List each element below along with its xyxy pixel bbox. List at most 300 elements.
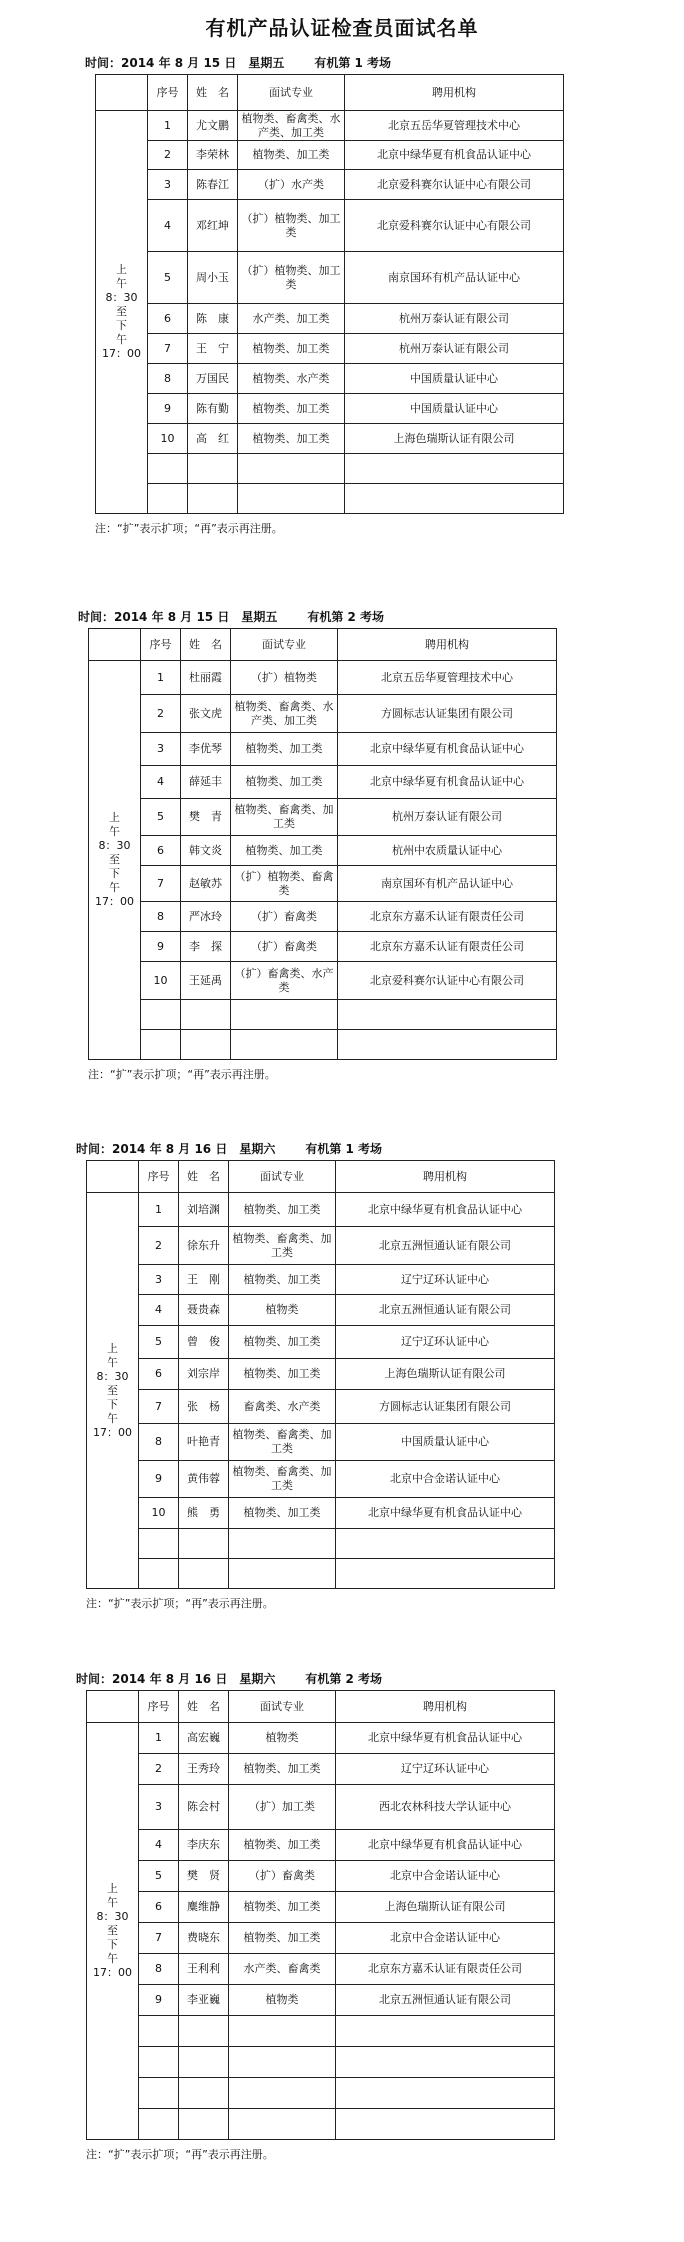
table-row-empty bbox=[87, 2016, 555, 2047]
column-header: 序号 bbox=[141, 629, 181, 661]
table-row bbox=[87, 1954, 555, 1985]
organization-cell: 北京东方嘉禾认证有限责任公司 bbox=[336, 1954, 555, 1985]
name-cell bbox=[181, 1030, 231, 1060]
specialty-cell: 植物类、加工类 bbox=[229, 1193, 336, 1227]
seq-cell: 6 bbox=[141, 836, 181, 866]
seq-cell: 7 bbox=[139, 1923, 179, 1954]
seq-cell: 5 bbox=[139, 1861, 179, 1892]
specialty-cell: 植物类、加工类 bbox=[231, 733, 338, 766]
specialty-cell: 植物类、畜禽类、水产类、加工类 bbox=[231, 695, 338, 733]
table-row bbox=[87, 1295, 555, 1326]
organization-cell bbox=[336, 1529, 555, 1559]
organization-cell: 北京中合金诺认证中心 bbox=[336, 1923, 555, 1954]
organization-cell: 辽宁辽环认证中心 bbox=[336, 1265, 555, 1295]
column-header: 序号 bbox=[148, 75, 188, 111]
column-header: 姓 名 bbox=[179, 1691, 229, 1723]
seq-cell: 10 bbox=[139, 1498, 179, 1529]
organization-cell: 北京东方嘉禾认证有限责任公司 bbox=[338, 932, 557, 962]
specialty-cell: （扩）植物类、畜禽类 bbox=[231, 866, 338, 902]
table-row bbox=[96, 141, 564, 170]
seq-cell bbox=[148, 454, 188, 484]
organization-cell bbox=[345, 454, 564, 484]
specialty-cell: 植物类、畜禽类、加工类 bbox=[229, 1424, 336, 1461]
section-header bbox=[85, 52, 564, 74]
seq-cell bbox=[141, 1030, 181, 1060]
specialty-cell bbox=[229, 2047, 336, 2078]
table-header-row bbox=[87, 1161, 555, 1193]
roster-table bbox=[95, 74, 564, 514]
seq-cell: 4 bbox=[148, 200, 188, 252]
name-cell: 王 刚 bbox=[179, 1265, 229, 1295]
organization-cell: 杭州万泰认证有限公司 bbox=[338, 799, 557, 836]
specialty-cell: （扩）植物类 bbox=[231, 661, 338, 695]
organization-cell: 辽宁辽环认证中心 bbox=[336, 1326, 555, 1359]
seq-cell bbox=[139, 2109, 179, 2140]
seq-cell: 6 bbox=[148, 304, 188, 334]
name-cell: 杜丽霞 bbox=[181, 661, 231, 695]
table-row-empty bbox=[87, 1529, 555, 1559]
table-row bbox=[89, 733, 557, 766]
roster-table bbox=[86, 1690, 555, 2140]
seq-cell: 4 bbox=[139, 1830, 179, 1861]
table-row-empty bbox=[87, 2109, 555, 2140]
name-cell: 尤文鹏 bbox=[188, 111, 238, 141]
schedule-section bbox=[76, 1668, 555, 2163]
organization-cell bbox=[345, 484, 564, 514]
time-slot-text: 下 bbox=[107, 1397, 118, 1411]
seq-cell: 7 bbox=[141, 866, 181, 902]
seq-cell: 9 bbox=[148, 394, 188, 424]
name-cell: 王利利 bbox=[179, 1954, 229, 1985]
table-row-empty bbox=[87, 1559, 555, 1589]
organization-cell: 北京五洲恒通认证有限公司 bbox=[336, 1985, 555, 2016]
organization-cell: 北京中绿华夏有机食品认证中心 bbox=[336, 1498, 555, 1529]
specialty-cell bbox=[238, 484, 345, 514]
session-time: 时间：2014 年 8 月 15 日 星期五 bbox=[78, 610, 278, 624]
organization-cell: 北京中绿华夏有机食品认证中心 bbox=[336, 1723, 555, 1754]
name-cell: 李优琴 bbox=[181, 733, 231, 766]
specialty-cell: 植物类、加工类 bbox=[229, 1498, 336, 1529]
column-header: 面试专业 bbox=[229, 1161, 336, 1193]
specialty-cell: 植物类、加工类 bbox=[231, 766, 338, 799]
name-cell: 黄伟蓉 bbox=[179, 1461, 229, 1498]
schedule-section bbox=[78, 606, 557, 1083]
column-header: 面试专业 bbox=[231, 629, 338, 661]
name-cell bbox=[179, 2047, 229, 2078]
table-row bbox=[89, 902, 557, 932]
organization-cell: 南京国环有机产品认证中心 bbox=[338, 866, 557, 902]
seq-cell bbox=[139, 1559, 179, 1589]
name-cell bbox=[179, 2109, 229, 2140]
seq-cell: 6 bbox=[139, 1892, 179, 1923]
time-slot-text: 至 bbox=[116, 305, 127, 318]
table-row bbox=[89, 695, 557, 733]
header-blank-cell bbox=[87, 1691, 139, 1723]
organization-cell: 北京爱科赛尔认证中心有限公司 bbox=[345, 170, 564, 200]
table-row bbox=[96, 252, 564, 304]
time-slot-text: 午 bbox=[116, 333, 127, 346]
specialty-cell: 植物类、加工类 bbox=[229, 1830, 336, 1861]
organization-cell: 中国质量认证中心 bbox=[336, 1424, 555, 1461]
seq-cell bbox=[139, 1529, 179, 1559]
table-row bbox=[89, 962, 557, 1000]
seq-cell: 8 bbox=[148, 364, 188, 394]
name-cell: 聂贵森 bbox=[179, 1295, 229, 1326]
seq-cell bbox=[139, 2047, 179, 2078]
column-header: 聘用机构 bbox=[336, 1161, 555, 1193]
specialty-cell: 植物类、畜禽类、加工类 bbox=[231, 799, 338, 836]
organization-cell: 西北农林科技大学认证中心 bbox=[336, 1785, 555, 1830]
seq-cell: 7 bbox=[148, 334, 188, 364]
table-row-empty bbox=[89, 1000, 557, 1030]
name-cell: 樊 贤 bbox=[179, 1861, 229, 1892]
seq-cell: 1 bbox=[148, 111, 188, 141]
specialty-cell: 植物类 bbox=[229, 1985, 336, 2016]
document-title: 有机产品认证检查员面试名单 bbox=[205, 16, 479, 40]
table-header-row bbox=[87, 1691, 555, 1723]
table-row bbox=[89, 836, 557, 866]
organization-cell: 上海色瑞斯认证有限公司 bbox=[336, 1359, 555, 1390]
time-slot-text: 8：30 bbox=[96, 1369, 129, 1383]
name-cell: 万国民 bbox=[188, 364, 238, 394]
organization-cell bbox=[338, 1000, 557, 1030]
time-slot-text: 至 bbox=[107, 1383, 118, 1397]
seq-cell: 4 bbox=[139, 1295, 179, 1326]
table-row bbox=[96, 394, 564, 424]
table-row bbox=[87, 1498, 555, 1529]
time-slot-text: 17：00 bbox=[102, 347, 141, 360]
name-cell: 王 宁 bbox=[188, 334, 238, 364]
table-row bbox=[87, 1985, 555, 2016]
specialty-cell: 植物类、加工类 bbox=[238, 141, 345, 170]
name-cell: 张文虎 bbox=[181, 695, 231, 733]
session-time-slot bbox=[87, 1193, 139, 1589]
name-cell bbox=[179, 2016, 229, 2047]
specialty-cell: （扩）植物类、加工类 bbox=[238, 252, 345, 304]
seq-cell: 3 bbox=[139, 1265, 179, 1295]
seq-cell bbox=[141, 1000, 181, 1030]
section-header bbox=[78, 606, 557, 628]
organization-cell: 北京五洲恒通认证有限公司 bbox=[336, 1295, 555, 1326]
organization-cell bbox=[336, 2078, 555, 2109]
name-cell: 薛延丰 bbox=[181, 766, 231, 799]
organization-cell: 北京爱科赛尔认证中心有限公司 bbox=[345, 200, 564, 252]
table-row bbox=[87, 1326, 555, 1359]
name-cell: 王秀玲 bbox=[179, 1754, 229, 1785]
seq-cell: 3 bbox=[139, 1785, 179, 1830]
table-row-empty bbox=[96, 454, 564, 484]
name-cell: 高 红 bbox=[188, 424, 238, 454]
seq-cell: 2 bbox=[139, 1227, 179, 1265]
time-slot-text: 午 bbox=[107, 1952, 118, 1965]
organization-cell bbox=[338, 1030, 557, 1060]
organization-cell: 杭州中农质量认证中心 bbox=[338, 836, 557, 866]
table-row bbox=[89, 799, 557, 836]
organization-cell bbox=[336, 2047, 555, 2078]
time-slot-text: 上 bbox=[109, 811, 120, 824]
exam-room: 有机第 1 考场 bbox=[314, 56, 392, 70]
roster-table bbox=[88, 628, 557, 1060]
name-cell: 熊 勇 bbox=[179, 1498, 229, 1529]
session-time: 时间：2014 年 8 月 15 日 星期五 bbox=[85, 56, 285, 70]
table-row bbox=[87, 1461, 555, 1498]
specialty-cell: 植物类、畜禽类、水产类、加工类 bbox=[238, 111, 345, 141]
organization-cell: 北京东方嘉禾认证有限责任公司 bbox=[338, 902, 557, 932]
time-slot-text: 下 bbox=[107, 1938, 118, 1951]
seq-cell: 3 bbox=[148, 170, 188, 200]
specialty-cell: 植物类、加工类 bbox=[229, 1326, 336, 1359]
organization-cell: 中国质量认证中心 bbox=[345, 364, 564, 394]
time-slot-text: 17：00 bbox=[95, 895, 134, 908]
table-row bbox=[96, 170, 564, 200]
seq-cell: 9 bbox=[139, 1985, 179, 2016]
table-row bbox=[89, 661, 557, 695]
organization-cell: 北京爱科赛尔认证中心有限公司 bbox=[338, 962, 557, 1000]
table-row bbox=[89, 866, 557, 902]
name-cell: 李亚巍 bbox=[179, 1985, 229, 2016]
specialty-cell: 植物类、加工类 bbox=[229, 1754, 336, 1785]
seq-cell: 2 bbox=[148, 141, 188, 170]
organization-cell: 北京中绿华夏有机食品认证中心 bbox=[345, 141, 564, 170]
name-cell: 陈春江 bbox=[188, 170, 238, 200]
name-cell: 赵敏苏 bbox=[181, 866, 231, 902]
specialty-cell: 植物类 bbox=[229, 1723, 336, 1754]
time-slot-text: 上 bbox=[107, 1341, 118, 1355]
specialty-cell bbox=[229, 1559, 336, 1589]
specialty-cell: 植物类、加工类 bbox=[238, 334, 345, 364]
organization-cell bbox=[336, 2109, 555, 2140]
time-slot-text: 上 bbox=[116, 263, 127, 276]
name-cell bbox=[179, 1559, 229, 1589]
seq-cell: 9 bbox=[141, 932, 181, 962]
specialty-cell: 植物类、加工类 bbox=[238, 424, 345, 454]
time-slot-text: 17：00 bbox=[93, 1966, 132, 1979]
seq-cell: 10 bbox=[148, 424, 188, 454]
session-time-slot bbox=[87, 1723, 139, 2140]
name-cell bbox=[181, 1000, 231, 1030]
specialty-cell bbox=[229, 2078, 336, 2109]
specialty-cell: （扩）畜禽类、水产类 bbox=[231, 962, 338, 1000]
schedule-section bbox=[76, 1138, 555, 1612]
footnote: 注：“扩”表示扩项；“再”表示再注册。 bbox=[88, 1068, 276, 1081]
header-blank-cell bbox=[89, 629, 141, 661]
name-cell bbox=[179, 2078, 229, 2109]
column-header: 序号 bbox=[139, 1161, 179, 1193]
roster-table bbox=[86, 1160, 555, 1589]
column-header: 面试专业 bbox=[238, 75, 345, 111]
specialty-cell: （扩）畜禽类 bbox=[231, 932, 338, 962]
specialty-cell: （扩）加工类 bbox=[229, 1785, 336, 1830]
table-row bbox=[87, 1923, 555, 1954]
seq-cell bbox=[148, 484, 188, 514]
seq-cell: 8 bbox=[139, 1954, 179, 1985]
table-row bbox=[89, 766, 557, 799]
seq-cell: 4 bbox=[141, 766, 181, 799]
table-row bbox=[87, 1227, 555, 1265]
specialty-cell: 植物类、加工类 bbox=[229, 1892, 336, 1923]
session-time-slot bbox=[89, 661, 141, 1060]
name-cell: 徐东升 bbox=[179, 1227, 229, 1265]
specialty-cell: 水产类、畜禽类 bbox=[229, 1954, 336, 1985]
seq-cell: 9 bbox=[139, 1461, 179, 1498]
session-time: 时间：2014 年 8 月 16 日 星期六 bbox=[76, 1142, 276, 1156]
name-cell bbox=[179, 1529, 229, 1559]
table-row bbox=[87, 1723, 555, 1754]
time-slot-text: 至 bbox=[107, 1924, 118, 1937]
specialty-cell: 植物类、畜禽类、加工类 bbox=[229, 1227, 336, 1265]
time-slot-text: 至 bbox=[109, 853, 120, 866]
name-cell: 王延禹 bbox=[181, 962, 231, 1000]
session-time-slot bbox=[96, 111, 148, 514]
seq-cell bbox=[139, 2016, 179, 2047]
table-row bbox=[87, 1390, 555, 1424]
name-cell: 邓红坤 bbox=[188, 200, 238, 252]
seq-cell: 2 bbox=[141, 695, 181, 733]
name-cell bbox=[188, 454, 238, 484]
name-cell: 陈会村 bbox=[179, 1785, 229, 1830]
table-row bbox=[89, 932, 557, 962]
name-cell: 刘培渊 bbox=[179, 1193, 229, 1227]
name-cell: 李荣林 bbox=[188, 141, 238, 170]
table-row bbox=[96, 334, 564, 364]
session-time: 时间：2014 年 8 月 16 日 星期六 bbox=[76, 1672, 276, 1686]
name-cell: 李庆东 bbox=[179, 1830, 229, 1861]
table-row bbox=[96, 364, 564, 394]
specialty-cell: 植物类、畜禽类、加工类 bbox=[229, 1461, 336, 1498]
exam-room: 有机第 1 考场 bbox=[305, 1142, 383, 1156]
column-header: 聘用机构 bbox=[338, 629, 557, 661]
organization-cell: 北京中绿华夏有机食品认证中心 bbox=[338, 733, 557, 766]
column-header: 聘用机构 bbox=[336, 1691, 555, 1723]
seq-cell: 5 bbox=[141, 799, 181, 836]
name-cell: 麋维静 bbox=[179, 1892, 229, 1923]
table-row bbox=[87, 1830, 555, 1861]
name-cell: 费晓东 bbox=[179, 1923, 229, 1954]
seq-cell bbox=[139, 2078, 179, 2109]
seq-cell: 1 bbox=[139, 1723, 179, 1754]
schedule-section bbox=[85, 52, 564, 537]
column-header: 姓 名 bbox=[188, 75, 238, 111]
table-row-empty bbox=[87, 2047, 555, 2078]
column-header: 姓 名 bbox=[181, 629, 231, 661]
table-row bbox=[87, 1754, 555, 1785]
specialty-cell: 水产类、加工类 bbox=[238, 304, 345, 334]
organization-cell: 杭州万泰认证有限公司 bbox=[345, 304, 564, 334]
time-slot-text: 上 bbox=[107, 1882, 118, 1895]
exam-room: 有机第 2 考场 bbox=[307, 610, 385, 624]
table-row bbox=[96, 304, 564, 334]
specialty-cell: 植物类 bbox=[229, 1295, 336, 1326]
time-slot-text: 8：30 bbox=[96, 1910, 129, 1923]
time-slot-text: 8：30 bbox=[105, 291, 138, 304]
footnote: 注：“扩”表示扩项；“再”表示再注册。 bbox=[86, 1597, 274, 1610]
organization-cell: 上海色瑞斯认证有限公司 bbox=[345, 424, 564, 454]
seq-cell: 8 bbox=[139, 1424, 179, 1461]
header-blank-cell bbox=[87, 1161, 139, 1193]
table-row bbox=[96, 111, 564, 141]
name-cell: 刘宗岸 bbox=[179, 1359, 229, 1390]
table-row bbox=[96, 200, 564, 252]
name-cell: 李 探 bbox=[181, 932, 231, 962]
table-row bbox=[87, 1265, 555, 1295]
organization-cell: 上海色瑞斯认证有限公司 bbox=[336, 1892, 555, 1923]
specialty-cell: 植物类、加工类 bbox=[229, 1923, 336, 1954]
specialty-cell: 植物类、加工类 bbox=[231, 836, 338, 866]
specialty-cell bbox=[231, 1000, 338, 1030]
time-slot-text: 17：00 bbox=[93, 1425, 132, 1439]
specialty-cell: 植物类、加工类 bbox=[238, 394, 345, 424]
name-cell: 陈 康 bbox=[188, 304, 238, 334]
organization-cell: 南京国环有机产品认证中心 bbox=[345, 252, 564, 304]
exam-room: 有机第 2 考场 bbox=[305, 1672, 383, 1686]
organization-cell: 北京五岳华夏管理技术中心 bbox=[345, 111, 564, 141]
organization-cell: 北京五洲恒通认证有限公司 bbox=[336, 1227, 555, 1265]
table-row bbox=[96, 424, 564, 454]
table-row bbox=[87, 1785, 555, 1830]
seq-cell: 6 bbox=[139, 1359, 179, 1390]
organization-cell: 北京中绿华夏有机食品认证中心 bbox=[338, 766, 557, 799]
organization-cell bbox=[336, 1559, 555, 1589]
organization-cell: 北京五岳华夏管理技术中心 bbox=[338, 661, 557, 695]
organization-cell bbox=[336, 2016, 555, 2047]
organization-cell: 北京中合金诺认证中心 bbox=[336, 1461, 555, 1498]
organization-cell: 杭州万泰认证有限公司 bbox=[345, 334, 564, 364]
name-cell: 陈有勤 bbox=[188, 394, 238, 424]
organization-cell: 中国质量认证中心 bbox=[345, 394, 564, 424]
name-cell: 叶艳青 bbox=[179, 1424, 229, 1461]
organization-cell: 北京中绿华夏有机食品认证中心 bbox=[336, 1830, 555, 1861]
seq-cell: 2 bbox=[139, 1754, 179, 1785]
table-row bbox=[87, 1359, 555, 1390]
seq-cell: 10 bbox=[141, 962, 181, 1000]
name-cell: 樊 青 bbox=[181, 799, 231, 836]
seq-cell: 1 bbox=[141, 661, 181, 695]
seq-cell: 5 bbox=[139, 1326, 179, 1359]
column-header: 姓 名 bbox=[179, 1161, 229, 1193]
time-slot-text: 午 bbox=[109, 881, 120, 894]
name-cell: 张 杨 bbox=[179, 1390, 229, 1424]
table-header-row bbox=[96, 75, 564, 111]
name-cell: 韩文炎 bbox=[181, 836, 231, 866]
table-row-empty bbox=[89, 1030, 557, 1060]
specialty-cell bbox=[229, 2016, 336, 2047]
section-header bbox=[76, 1668, 555, 1690]
organization-cell: 北京中绿华夏有机食品认证中心 bbox=[336, 1193, 555, 1227]
specialty-cell: 畜禽类、水产类 bbox=[229, 1390, 336, 1424]
table-row bbox=[87, 1892, 555, 1923]
time-slot-text: 下 bbox=[109, 867, 120, 880]
seq-cell: 8 bbox=[141, 902, 181, 932]
specialty-cell: 植物类、加工类 bbox=[229, 1359, 336, 1390]
table-row bbox=[87, 1424, 555, 1461]
name-cell: 曾 俊 bbox=[179, 1326, 229, 1359]
footnote: 注：“扩”表示扩项；“再”表示再注册。 bbox=[95, 522, 283, 535]
time-slot-text: 8：30 bbox=[98, 839, 131, 852]
time-slot-text: 午 bbox=[116, 277, 127, 290]
time-slot-text: 下 bbox=[116, 319, 127, 332]
name-cell: 周小玉 bbox=[188, 252, 238, 304]
column-header: 聘用机构 bbox=[345, 75, 564, 111]
organization-cell: 北京中合金诺认证中心 bbox=[336, 1861, 555, 1892]
header-blank-cell bbox=[96, 75, 148, 111]
seq-cell: 1 bbox=[139, 1193, 179, 1227]
table-row-empty bbox=[96, 484, 564, 514]
name-cell: 高宏巍 bbox=[179, 1723, 229, 1754]
specialty-cell: （扩）水产类 bbox=[238, 170, 345, 200]
name-cell bbox=[188, 484, 238, 514]
footnote: 注：“扩”表示扩项；“再”表示再注册。 bbox=[86, 2148, 274, 2161]
time-slot-text: 午 bbox=[107, 1411, 118, 1425]
